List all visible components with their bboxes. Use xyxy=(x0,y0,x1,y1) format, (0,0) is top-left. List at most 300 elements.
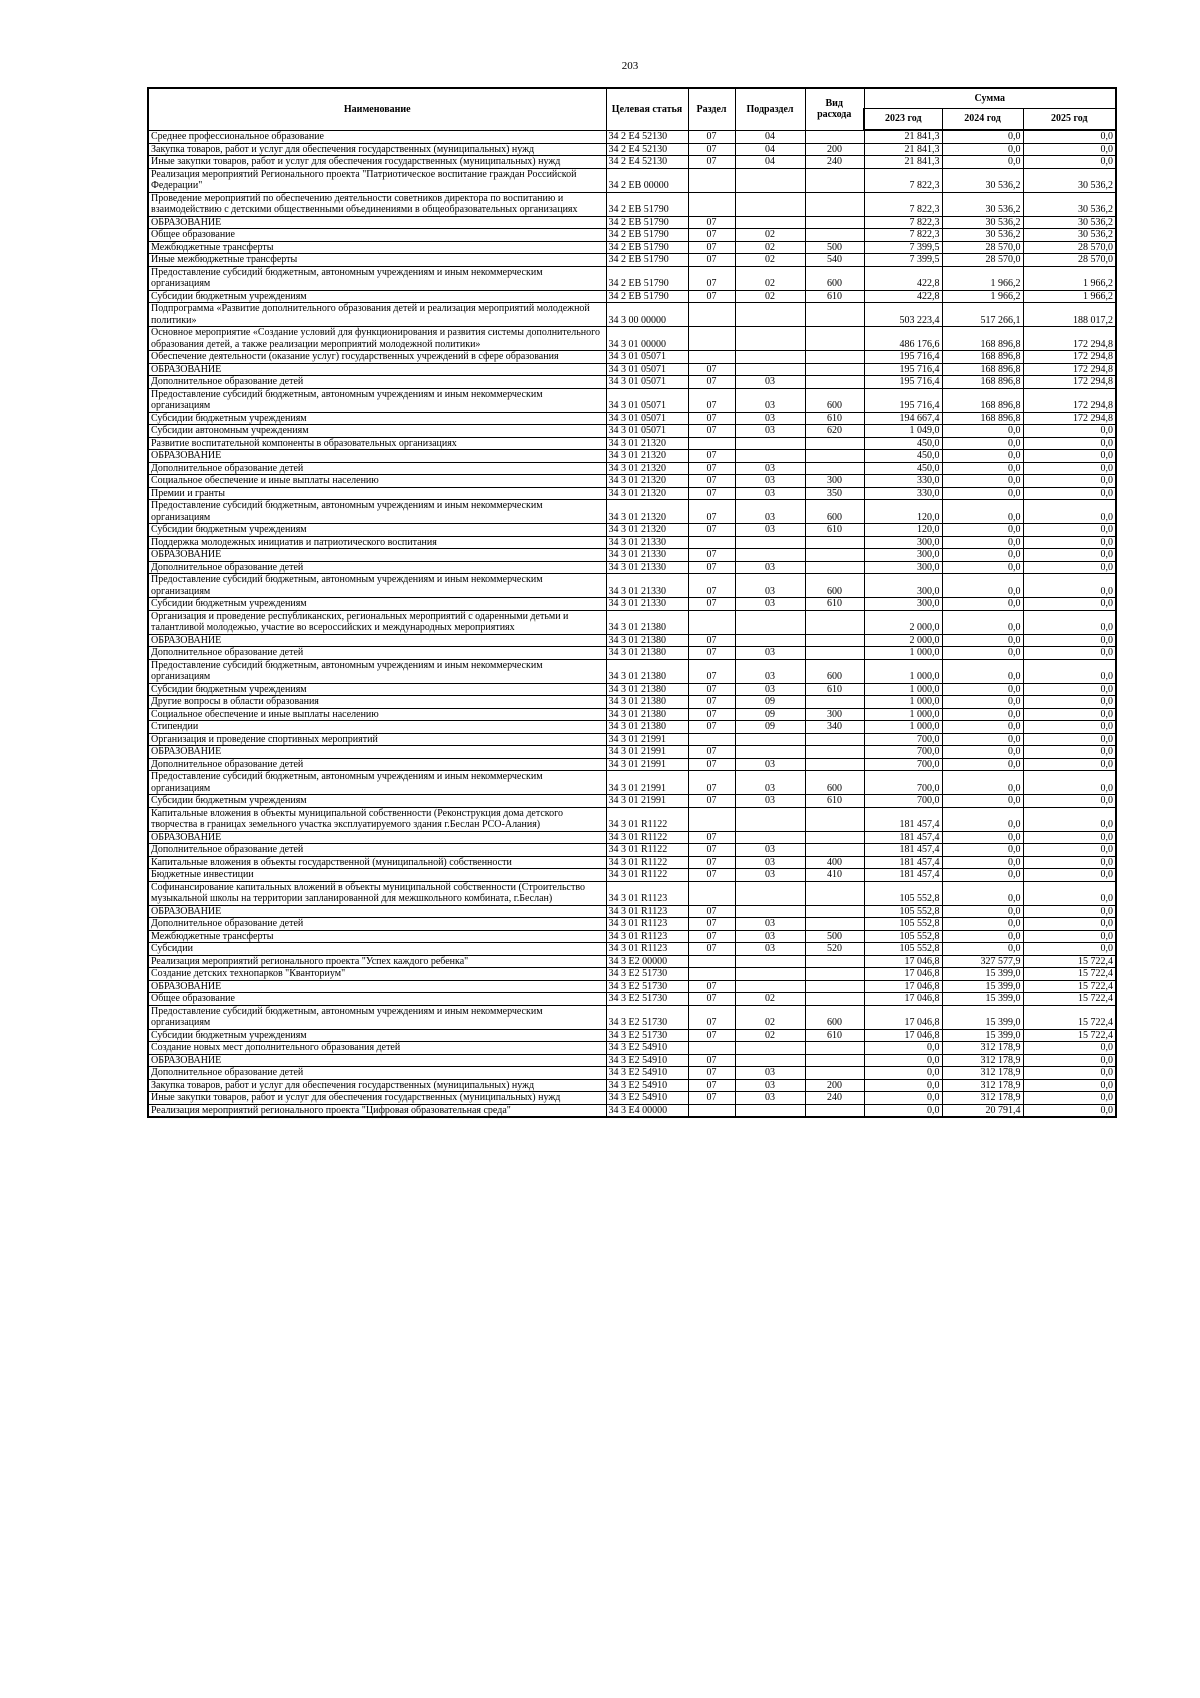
row-name-cell: Среднее профессиональное образование xyxy=(148,130,606,143)
section-cell: 07 xyxy=(688,1029,735,1042)
subsection-cell: 03 xyxy=(735,487,805,500)
sum-2023-cell: 1 000,0 xyxy=(864,696,942,709)
target-article-cell: 34 2 EB 51790 xyxy=(606,290,688,303)
target-article-cell: 34 3 01 21991 xyxy=(606,795,688,808)
subsection-cell: 04 xyxy=(735,130,805,143)
sum-2023-cell: 120,0 xyxy=(864,500,942,524)
sum-2023-cell: 1 049,0 xyxy=(864,425,942,438)
header-expense-type: Вид расхода xyxy=(805,88,864,130)
sum-2023-cell: 0,0 xyxy=(864,1104,942,1117)
row-name-cell: Создание новых мест дополнительного образования детей xyxy=(148,1042,606,1055)
sum-2025-cell: 0,0 xyxy=(1023,1079,1116,1092)
sum-2025-cell: 0,0 xyxy=(1023,647,1116,660)
expense-type-cell: 200 xyxy=(805,143,864,156)
row-name-cell: Субсидии бюджетным учреждениям xyxy=(148,524,606,537)
sum-2025-cell: 1 966,2 xyxy=(1023,290,1116,303)
row-name-cell: Другие вопросы в области образования xyxy=(148,696,606,709)
sum-2025-cell: 172 294,8 xyxy=(1023,363,1116,376)
sum-2024-cell: 0,0 xyxy=(942,733,1023,746)
target-article-cell: 34 3 01 21330 xyxy=(606,598,688,611)
sum-2023-cell: 700,0 xyxy=(864,758,942,771)
expense-type-cell xyxy=(805,746,864,759)
sum-2023-cell: 105 552,8 xyxy=(864,918,942,931)
sum-2025-cell: 1 966,2 xyxy=(1023,266,1116,290)
table-row xyxy=(148,598,1116,611)
expense-type-cell xyxy=(805,363,864,376)
sum-2023-cell: 7 822,3 xyxy=(864,216,942,229)
sum-2025-cell: 0,0 xyxy=(1023,733,1116,746)
table-row xyxy=(148,1029,1116,1042)
expense-type-cell xyxy=(805,993,864,1006)
table-row xyxy=(148,869,1116,882)
subsection-cell: 04 xyxy=(735,143,805,156)
sum-2025-cell: 172 294,8 xyxy=(1023,376,1116,389)
expense-type-cell xyxy=(805,1104,864,1117)
expense-type-cell: 610 xyxy=(805,290,864,303)
sum-2025-cell: 0,0 xyxy=(1023,918,1116,931)
expense-type-cell xyxy=(805,536,864,549)
section-cell xyxy=(688,536,735,549)
row-name-cell: Общее образование xyxy=(148,229,606,242)
sum-2025-cell: 0,0 xyxy=(1023,844,1116,857)
target-article-cell: 34 3 01 R1122 xyxy=(606,831,688,844)
sum-2023-cell: 450,0 xyxy=(864,462,942,475)
sum-2025-cell: 0,0 xyxy=(1023,143,1116,156)
target-article-cell: 34 3 01 05071 xyxy=(606,351,688,364)
sum-2024-cell: 0,0 xyxy=(942,721,1023,734)
sum-2024-cell: 0,0 xyxy=(942,598,1023,611)
subsection-cell: 03 xyxy=(735,388,805,412)
table-row xyxy=(148,156,1116,169)
sum-2023-cell: 2 000,0 xyxy=(864,634,942,647)
table-row xyxy=(148,425,1116,438)
target-article-cell: 34 3 01 21320 xyxy=(606,524,688,537)
table-row xyxy=(148,746,1116,759)
sum-2024-cell: 30 536,2 xyxy=(942,168,1023,192)
subsection-cell: 03 xyxy=(735,795,805,808)
subsection-cell xyxy=(735,1054,805,1067)
sum-2025-cell: 172 294,8 xyxy=(1023,351,1116,364)
subsection-cell: 03 xyxy=(735,1067,805,1080)
sum-2023-cell: 105 552,8 xyxy=(864,905,942,918)
expense-type-cell xyxy=(805,758,864,771)
target-article-cell: 34 2 EB 51790 xyxy=(606,192,688,216)
expense-type-cell xyxy=(805,696,864,709)
sum-2025-cell: 15 722,4 xyxy=(1023,980,1116,993)
row-name-cell: Субсидии бюджетным учреждениям xyxy=(148,1029,606,1042)
target-article-cell: 34 3 01 R1122 xyxy=(606,856,688,869)
sum-2023-cell: 1 000,0 xyxy=(864,683,942,696)
section-cell: 07 xyxy=(688,524,735,537)
subsection-cell: 03 xyxy=(735,844,805,857)
sum-2025-cell: 0,0 xyxy=(1023,683,1116,696)
subsection-cell: 02 xyxy=(735,254,805,267)
table-row xyxy=(148,266,1116,290)
sum-2023-cell: 21 841,3 xyxy=(864,156,942,169)
sum-2025-cell: 0,0 xyxy=(1023,746,1116,759)
table-row xyxy=(148,1005,1116,1029)
table-row xyxy=(148,844,1116,857)
header-section: Раздел xyxy=(688,88,735,130)
target-article-cell: 34 2 EB 00000 xyxy=(606,168,688,192)
sum-2024-cell: 517 266,1 xyxy=(942,303,1023,327)
sum-2023-cell: 0,0 xyxy=(864,1054,942,1067)
row-name-cell: ОБРАЗОВАНИЕ xyxy=(148,634,606,647)
sum-2024-cell: 312 178,9 xyxy=(942,1054,1023,1067)
target-article-cell: 34 3 01 21320 xyxy=(606,487,688,500)
table-row xyxy=(148,795,1116,808)
subsection-cell: 02 xyxy=(735,1005,805,1029)
table-row xyxy=(148,241,1116,254)
section-cell xyxy=(688,1104,735,1117)
sum-2025-cell: 0,0 xyxy=(1023,156,1116,169)
section-cell xyxy=(688,955,735,968)
table-row xyxy=(148,524,1116,537)
target-article-cell: 34 3 E2 51730 xyxy=(606,993,688,1006)
table-row xyxy=(148,475,1116,488)
table-row xyxy=(148,192,1116,216)
section-cell: 07 xyxy=(688,918,735,931)
section-cell: 07 xyxy=(688,943,735,956)
header-year-2024: 2024 год xyxy=(942,108,1023,130)
expense-type-cell xyxy=(805,881,864,905)
subsection-cell xyxy=(735,1042,805,1055)
row-name-cell: ОБРАЗОВАНИЕ xyxy=(148,1054,606,1067)
section-cell xyxy=(688,807,735,831)
section-cell: 07 xyxy=(688,647,735,660)
expense-type-cell: 600 xyxy=(805,266,864,290)
subsection-cell xyxy=(735,327,805,351)
expense-type-cell xyxy=(805,955,864,968)
subsection-cell xyxy=(735,831,805,844)
section-cell: 07 xyxy=(688,721,735,734)
sum-2023-cell: 1 000,0 xyxy=(864,659,942,683)
subsection-cell: 03 xyxy=(735,683,805,696)
expense-type-cell: 200 xyxy=(805,1079,864,1092)
sum-2025-cell: 172 294,8 xyxy=(1023,327,1116,351)
target-article-cell: 34 3 E4 00000 xyxy=(606,1104,688,1117)
sum-2025-cell: 15 722,4 xyxy=(1023,993,1116,1006)
target-article-cell: 34 3 01 21380 xyxy=(606,634,688,647)
subsection-cell: 09 xyxy=(735,708,805,721)
subsection-cell: 03 xyxy=(735,425,805,438)
sum-2025-cell: 188 017,2 xyxy=(1023,303,1116,327)
table-row xyxy=(148,1079,1116,1092)
expense-type-cell xyxy=(805,980,864,993)
section-cell: 07 xyxy=(688,1054,735,1067)
section-cell: 07 xyxy=(688,980,735,993)
section-cell: 07 xyxy=(688,634,735,647)
subsection-cell: 03 xyxy=(735,462,805,475)
sum-2024-cell: 0,0 xyxy=(942,696,1023,709)
target-article-cell: 34 3 01 R1122 xyxy=(606,869,688,882)
sum-2024-cell: 0,0 xyxy=(942,807,1023,831)
section-cell: 07 xyxy=(688,1092,735,1105)
section-cell: 07 xyxy=(688,241,735,254)
row-name-cell: ОБРАЗОВАНИЕ xyxy=(148,905,606,918)
row-name-cell: Дополнительное образование детей xyxy=(148,758,606,771)
sum-2025-cell: 28 570,0 xyxy=(1023,254,1116,267)
row-name-cell: ОБРАЗОВАНИЕ xyxy=(148,450,606,463)
section-cell: 07 xyxy=(688,683,735,696)
expense-type-cell: 240 xyxy=(805,156,864,169)
expense-type-cell: 600 xyxy=(805,574,864,598)
target-article-cell: 34 3 E2 51730 xyxy=(606,968,688,981)
section-cell: 07 xyxy=(688,869,735,882)
subsection-cell: 03 xyxy=(735,930,805,943)
sum-2024-cell: 312 178,9 xyxy=(942,1042,1023,1055)
subsection-cell: 03 xyxy=(735,475,805,488)
section-cell xyxy=(688,351,735,364)
target-article-cell: 34 3 01 21991 xyxy=(606,746,688,759)
row-name-cell: Реализация мероприятий регионального проекта "Цифровая образовательная среда" xyxy=(148,1104,606,1117)
sum-2025-cell: 15 722,4 xyxy=(1023,1029,1116,1042)
sum-2025-cell: 172 294,8 xyxy=(1023,412,1116,425)
subsection-cell xyxy=(735,980,805,993)
row-name-cell: Предоставление субсидий бюджетным, автономным учреждениям и иным некоммерческим организациям xyxy=(148,1005,606,1029)
row-name-cell: Проведение мероприятий по обеспечению деятельности советников директора по воспитанию и взаимодействию с детскими общественными объединениями в общеобразовательных организациях xyxy=(148,192,606,216)
row-name-cell: Дополнительное образование детей xyxy=(148,462,606,475)
section-cell: 07 xyxy=(688,1079,735,1092)
expense-type-cell xyxy=(805,168,864,192)
section-cell xyxy=(688,610,735,634)
sum-2024-cell: 168 896,8 xyxy=(942,388,1023,412)
target-article-cell: 34 2 EB 51790 xyxy=(606,266,688,290)
subsection-cell: 02 xyxy=(735,229,805,242)
sum-2025-cell: 0,0 xyxy=(1023,831,1116,844)
target-article-cell: 34 3 01 05071 xyxy=(606,376,688,389)
sum-2024-cell: 0,0 xyxy=(942,610,1023,634)
row-name-cell: Межбюджетные трансферты xyxy=(148,930,606,943)
sum-2023-cell: 0,0 xyxy=(864,1092,942,1105)
row-name-cell: Предоставление субсидий бюджетным, автономным учреждениям и иным некоммерческим организациям xyxy=(148,388,606,412)
row-name-cell: Дополнительное образование детей xyxy=(148,647,606,660)
sum-2023-cell: 17 046,8 xyxy=(864,955,942,968)
expense-type-cell xyxy=(805,647,864,660)
sum-2025-cell: 0,0 xyxy=(1023,905,1116,918)
sum-2023-cell: 181 457,4 xyxy=(864,844,942,857)
expense-type-cell: 400 xyxy=(805,856,864,869)
row-name-cell: Дополнительное образование детей xyxy=(148,1067,606,1080)
sum-2024-cell: 15 399,0 xyxy=(942,1005,1023,1029)
table-row xyxy=(148,993,1116,1006)
sum-2024-cell: 0,0 xyxy=(942,831,1023,844)
expense-type-cell: 610 xyxy=(805,683,864,696)
subsection-cell: 03 xyxy=(735,856,805,869)
sum-2024-cell: 168 896,8 xyxy=(942,327,1023,351)
sum-2024-cell: 312 178,9 xyxy=(942,1079,1023,1092)
row-name-cell: Социальное обеспечение и иные выплаты населению xyxy=(148,708,606,721)
subsection-cell: 03 xyxy=(735,376,805,389)
table-row xyxy=(148,412,1116,425)
sum-2023-cell: 21 841,3 xyxy=(864,130,942,143)
target-article-cell: 34 3 01 R1123 xyxy=(606,918,688,931)
section-cell: 07 xyxy=(688,795,735,808)
sum-2023-cell: 105 552,8 xyxy=(864,930,942,943)
sum-2024-cell: 0,0 xyxy=(942,758,1023,771)
row-name-cell: Бюджетные инвестиции xyxy=(148,869,606,882)
sum-2023-cell: 700,0 xyxy=(864,795,942,808)
sum-2025-cell: 0,0 xyxy=(1023,721,1116,734)
subsection-cell xyxy=(735,303,805,327)
section-cell xyxy=(688,303,735,327)
row-name-cell: Реализация мероприятий Регионального проекта "Патриотическое воспитание граждан Российской Федерации" xyxy=(148,168,606,192)
table-row xyxy=(148,254,1116,267)
target-article-cell: 34 3 01 05071 xyxy=(606,363,688,376)
row-name-cell: Дополнительное образование детей xyxy=(148,376,606,389)
sum-2023-cell: 7 399,5 xyxy=(864,254,942,267)
sum-2025-cell: 0,0 xyxy=(1023,561,1116,574)
sum-2025-cell: 0,0 xyxy=(1023,708,1116,721)
row-name-cell: Субсидии бюджетным учреждениям xyxy=(148,412,606,425)
target-article-cell: 34 3 E2 00000 xyxy=(606,955,688,968)
sum-2025-cell: 0,0 xyxy=(1023,943,1116,956)
subsection-cell xyxy=(735,536,805,549)
sum-2024-cell: 312 178,9 xyxy=(942,1067,1023,1080)
row-name-cell: Предоставление субсидий бюджетным, автономным учреждениям и иным некоммерческим организациям xyxy=(148,266,606,290)
target-article-cell: 34 3 01 21330 xyxy=(606,549,688,562)
subsection-cell xyxy=(735,968,805,981)
target-article-cell: 34 3 01 21380 xyxy=(606,647,688,660)
table-row xyxy=(148,930,1116,943)
subsection-cell: 03 xyxy=(735,771,805,795)
table-row xyxy=(148,943,1116,956)
sum-2024-cell: 0,0 xyxy=(942,683,1023,696)
target-article-cell: 34 3 01 21330 xyxy=(606,536,688,549)
sum-2025-cell: 15 722,4 xyxy=(1023,955,1116,968)
target-article-cell: 34 3 01 21320 xyxy=(606,437,688,450)
sum-2024-cell: 0,0 xyxy=(942,918,1023,931)
expense-type-cell: 540 xyxy=(805,254,864,267)
expense-type-cell: 520 xyxy=(805,943,864,956)
sum-2025-cell: 0,0 xyxy=(1023,758,1116,771)
sum-2024-cell: 15 399,0 xyxy=(942,968,1023,981)
table-row xyxy=(148,831,1116,844)
target-article-cell: 34 3 E2 54910 xyxy=(606,1079,688,1092)
table-row xyxy=(148,980,1116,993)
target-article-cell: 34 3 01 R1122 xyxy=(606,844,688,857)
row-name-cell: Развитие воспитательной компоненты в образовательных организациях xyxy=(148,437,606,450)
table-row xyxy=(148,634,1116,647)
section-cell: 07 xyxy=(688,905,735,918)
expense-type-cell: 240 xyxy=(805,1092,864,1105)
table-row xyxy=(148,856,1116,869)
sum-2025-cell: 0,0 xyxy=(1023,771,1116,795)
table-row xyxy=(148,881,1116,905)
expense-type-cell: 610 xyxy=(805,412,864,425)
sum-2025-cell: 0,0 xyxy=(1023,610,1116,634)
budget-table xyxy=(147,87,1117,1118)
sum-2024-cell: 0,0 xyxy=(942,647,1023,660)
sum-2024-cell: 1 966,2 xyxy=(942,266,1023,290)
target-article-cell: 34 3 01 21320 xyxy=(606,475,688,488)
table-row xyxy=(148,388,1116,412)
sum-2025-cell: 0,0 xyxy=(1023,524,1116,537)
row-name-cell: Межбюджетные трансферты xyxy=(148,241,606,254)
target-article-cell: 34 3 E2 51730 xyxy=(606,1029,688,1042)
table-body xyxy=(148,130,1116,1117)
sum-2024-cell: 15 399,0 xyxy=(942,1029,1023,1042)
table-row xyxy=(148,955,1116,968)
section-cell: 07 xyxy=(688,856,735,869)
expense-type-cell xyxy=(805,1067,864,1080)
subsection-cell xyxy=(735,746,805,759)
sum-2023-cell: 450,0 xyxy=(864,437,942,450)
subsection-cell xyxy=(735,807,805,831)
subsection-cell: 02 xyxy=(735,1029,805,1042)
sum-2024-cell: 0,0 xyxy=(942,462,1023,475)
sum-2025-cell: 0,0 xyxy=(1023,659,1116,683)
sum-2024-cell: 15 399,0 xyxy=(942,980,1023,993)
row-name-cell: Создание детских технопарков "Кванториум" xyxy=(148,968,606,981)
target-article-cell: 34 3 01 21330 xyxy=(606,574,688,598)
sum-2024-cell: 0,0 xyxy=(942,746,1023,759)
subsection-cell xyxy=(735,450,805,463)
table-row xyxy=(148,290,1116,303)
sum-2025-cell: 0,0 xyxy=(1023,1067,1116,1080)
sum-2024-cell: 0,0 xyxy=(942,156,1023,169)
subsection-cell: 04 xyxy=(735,156,805,169)
sum-2024-cell: 327 577,9 xyxy=(942,955,1023,968)
expense-type-cell: 610 xyxy=(805,1029,864,1042)
row-name-cell: ОБРАЗОВАНИЕ xyxy=(148,980,606,993)
table-row xyxy=(148,130,1116,143)
section-cell xyxy=(688,881,735,905)
row-name-cell: Социальное обеспечение и иные выплаты населению xyxy=(148,475,606,488)
target-article-cell: 34 3 E2 54910 xyxy=(606,1092,688,1105)
section-cell: 07 xyxy=(688,462,735,475)
target-article-cell: 34 3 01 21330 xyxy=(606,561,688,574)
subsection-cell xyxy=(735,437,805,450)
section-cell: 07 xyxy=(688,376,735,389)
target-article-cell: 34 3 E2 54910 xyxy=(606,1054,688,1067)
sum-2024-cell: 28 570,0 xyxy=(942,241,1023,254)
table-row xyxy=(148,771,1116,795)
expense-type-cell xyxy=(805,1042,864,1055)
sum-2023-cell: 300,0 xyxy=(864,536,942,549)
table-row xyxy=(148,549,1116,562)
sum-2025-cell: 0,0 xyxy=(1023,856,1116,869)
sum-2024-cell: 0,0 xyxy=(942,487,1023,500)
expense-type-cell: 610 xyxy=(805,795,864,808)
subsection-cell xyxy=(735,216,805,229)
table-row xyxy=(148,437,1116,450)
row-name-cell: Субсидии бюджетным учреждениям xyxy=(148,598,606,611)
table-row xyxy=(148,462,1116,475)
page-number: 203 xyxy=(621,60,639,72)
target-article-cell: 34 2 E4 52130 xyxy=(606,143,688,156)
sum-2024-cell: 0,0 xyxy=(942,574,1023,598)
row-name-cell: Подпрограмма «Развитие дополнительного образования детей и реализация мероприятий молодежной политики» xyxy=(148,303,606,327)
section-cell: 07 xyxy=(688,708,735,721)
row-name-cell: Закупка товаров, работ и услуг для обеспечения государственных (муниципальных) нужд xyxy=(148,1079,606,1092)
section-cell: 07 xyxy=(688,930,735,943)
subsection-cell: 02 xyxy=(735,241,805,254)
header-sum: Сумма xyxy=(864,88,1116,108)
sum-2025-cell: 0,0 xyxy=(1023,881,1116,905)
expense-type-cell xyxy=(805,450,864,463)
table-row xyxy=(148,647,1116,660)
sum-2024-cell: 0,0 xyxy=(942,475,1023,488)
header-target-article: Целевая статья xyxy=(606,88,688,130)
section-cell: 07 xyxy=(688,254,735,267)
table-row xyxy=(148,327,1116,351)
sum-2025-cell: 0,0 xyxy=(1023,500,1116,524)
sum-2024-cell: 0,0 xyxy=(942,143,1023,156)
expense-type-cell xyxy=(805,351,864,364)
subsection-cell: 03 xyxy=(735,598,805,611)
sum-2023-cell: 181 457,4 xyxy=(864,856,942,869)
